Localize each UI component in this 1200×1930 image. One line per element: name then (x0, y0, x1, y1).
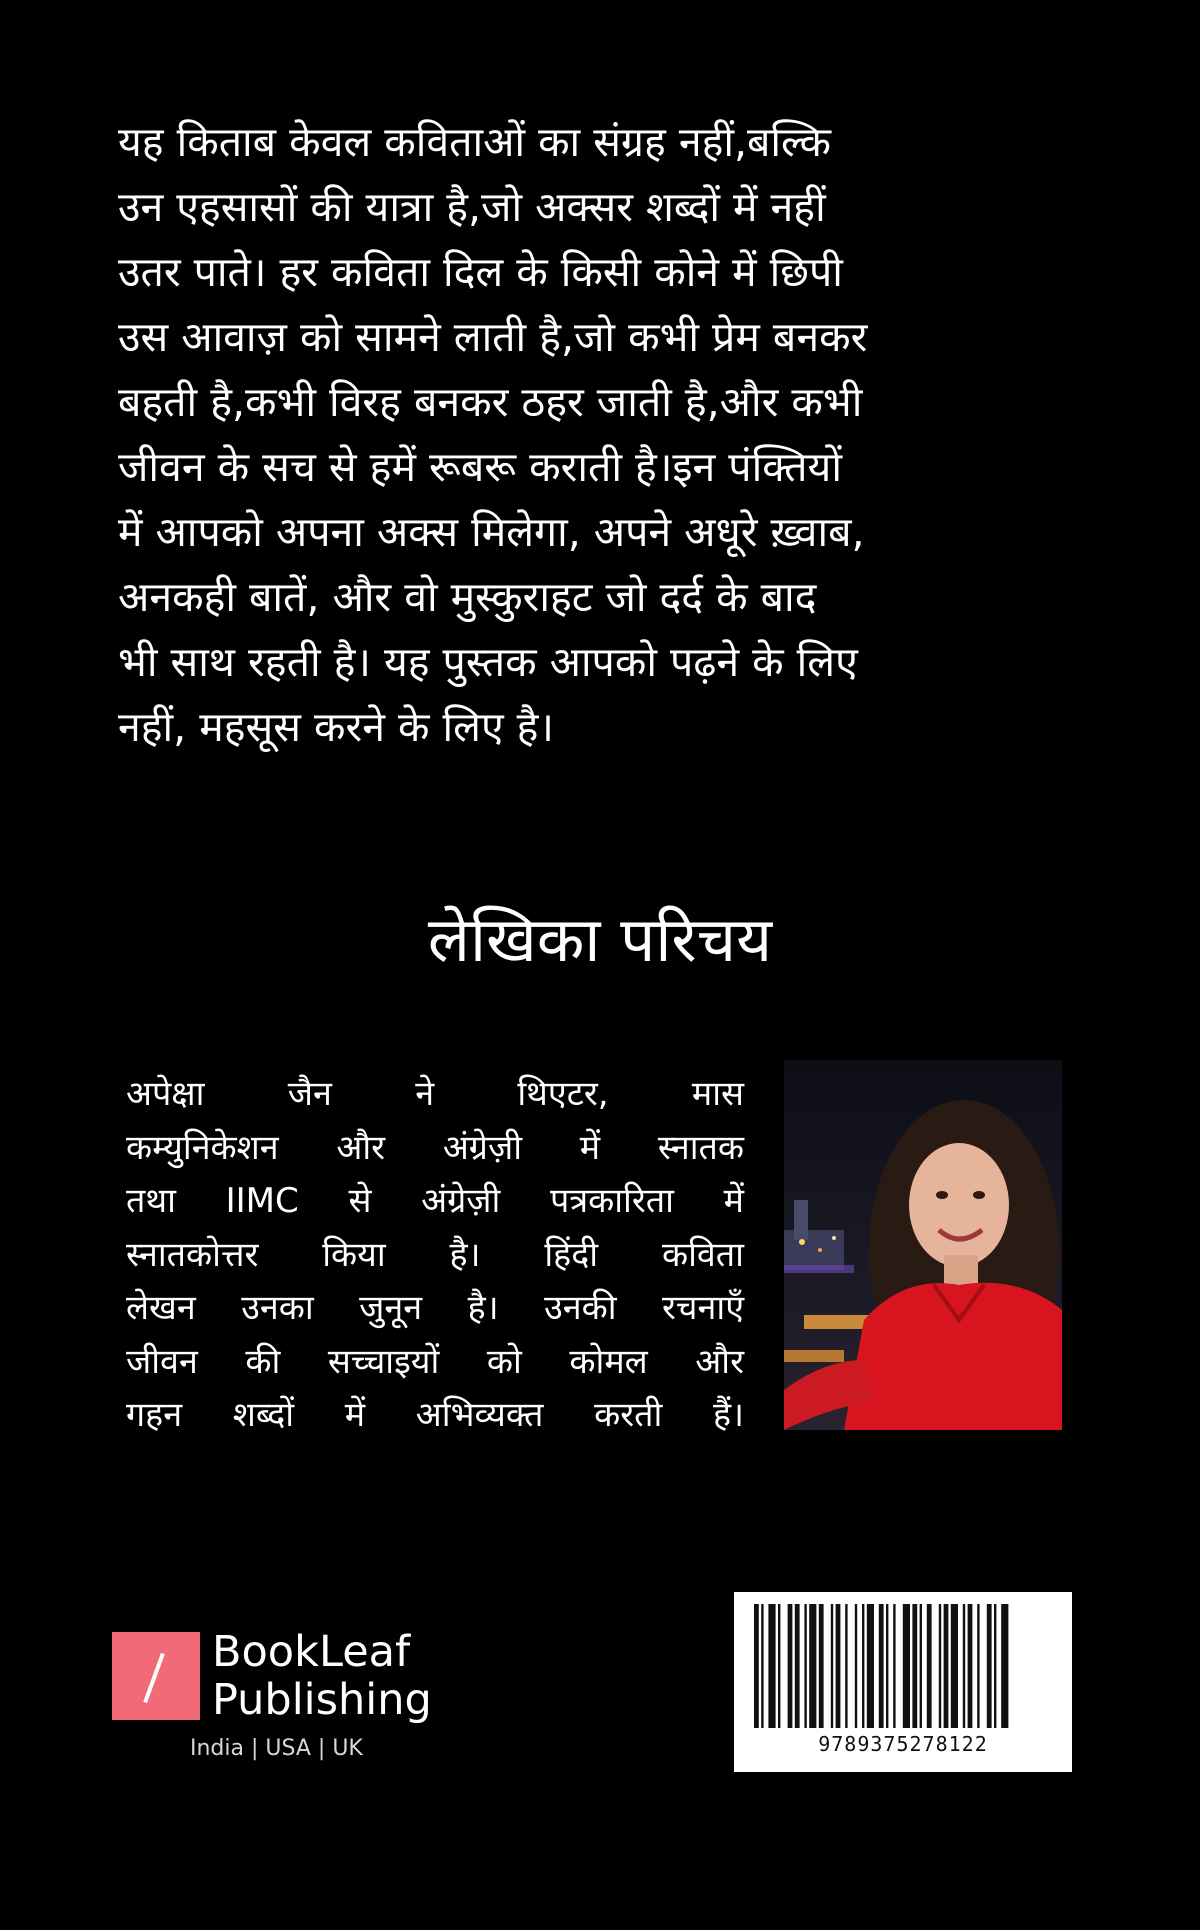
bio-line: अपेक्षा जैन ने थिएटर, मास (126, 1074, 744, 1114)
publisher-name-line1: BookLeaf (212, 1627, 411, 1677)
barcode-bar (804, 1604, 806, 1728)
barcode-bar (987, 1604, 992, 1728)
barcode-bar (893, 1604, 895, 1728)
barcode-bar (920, 1604, 922, 1728)
blurb-line: उतर पाते। हर कविता दिल के किसी कोने में छिपी (118, 248, 843, 296)
barcode-bar (831, 1604, 833, 1728)
bio-line: कम्युनिकेशन और अंग्रेज़ी में स्नातक (126, 1127, 744, 1168)
book-blurb (118, 110, 1018, 760)
blurb-line: में आपको अपना अक्स मिलेगा, अपने अधूरे ख़्वाब, (118, 508, 865, 556)
blurb-line: अनकही बातें, और वो मुस्कुराहट जो दर्द के बाद (118, 573, 817, 621)
barcode-icon (754, 1604, 1052, 1728)
barcode-bar (939, 1604, 941, 1728)
publisher-logo (112, 1628, 452, 1778)
barcode-bar (788, 1604, 793, 1728)
bio-line: स्नातकोत्तर किया है। हिंदी कविता (126, 1234, 744, 1275)
barcode-bar (867, 1604, 874, 1728)
author-bio (126, 1068, 744, 1443)
isbn-barcode (734, 1592, 1072, 1772)
publisher-logo-mark (112, 1632, 200, 1720)
barcode-bar (944, 1604, 949, 1728)
author-section-heading: लेखिका परिचय (427, 903, 773, 976)
blurb-line: उस आवाज़ को सामने लाती है,जो कभी प्रेम बनकर (118, 313, 868, 361)
barcode-bar (879, 1604, 884, 1728)
blurb-line: जीवन के सच से हमें रूबरू कराती है।इन पंक्तियों (118, 443, 842, 491)
barcode-bar (968, 1604, 973, 1728)
barcode-bar (951, 1604, 958, 1728)
barcode-bar (977, 1604, 979, 1728)
blurb-line: उन एहसासों की यात्रा है,जो अक्सर शब्दों में नहीं (118, 183, 826, 231)
blurb-line: भी साथ रहती है। यह पुस्तक आपको पढ़ने के लिए (118, 638, 858, 686)
barcode-bar (845, 1604, 847, 1728)
publisher-name-line2: Publishing (212, 1675, 432, 1725)
blurb-line: यह किताब केवल कविताओं का संग्रह नहीं,बल्कि (118, 118, 832, 166)
isbn-number: 9789375278122 (818, 1732, 988, 1756)
slash-icon (143, 1653, 165, 1703)
barcode-bar (1001, 1604, 1008, 1728)
barcode-bar (963, 1604, 965, 1728)
barcode-bar (761, 1604, 763, 1728)
barcode-bar (809, 1604, 816, 1728)
barcode-bar (836, 1604, 841, 1728)
barcode-bar (903, 1604, 910, 1728)
author-photo (784, 1060, 1062, 1430)
bio-line: तथा IIMC से अंग्रेज़ी पत्रकारिता में (126, 1181, 744, 1221)
bio-line: जीवन की सच्चाइयों को कोमल और (126, 1341, 744, 1382)
author-photo-illustration (784, 1060, 1062, 1430)
barcode-bar (768, 1604, 775, 1728)
blurb-line: नहीं, महसूस करने के लिए है। (118, 703, 554, 751)
barcode-bar (795, 1604, 800, 1728)
barcode-bar (912, 1604, 917, 1728)
barcode-bar (819, 1604, 824, 1728)
barcode-bar (994, 1604, 996, 1728)
publisher-regions: India | USA | UK (190, 1736, 363, 1761)
blurb-line: बहती है,कभी विरह बनकर ठहर जाती है,और कभी (118, 378, 863, 426)
bio-line: गहन शब्दों में अभिव्यक्त करती हैं। (126, 1395, 744, 1435)
publisher-name (212, 1628, 432, 1724)
bio-line: लेखन उनका जुनून है। उनकी रचनाएँ (126, 1288, 744, 1328)
barcode-bar (855, 1604, 857, 1728)
barcode-bar (778, 1604, 780, 1728)
barcode-bar (754, 1604, 759, 1728)
barcode-bar (862, 1604, 864, 1728)
barcode-bar (886, 1604, 888, 1728)
barcode-bar (927, 1604, 932, 1728)
